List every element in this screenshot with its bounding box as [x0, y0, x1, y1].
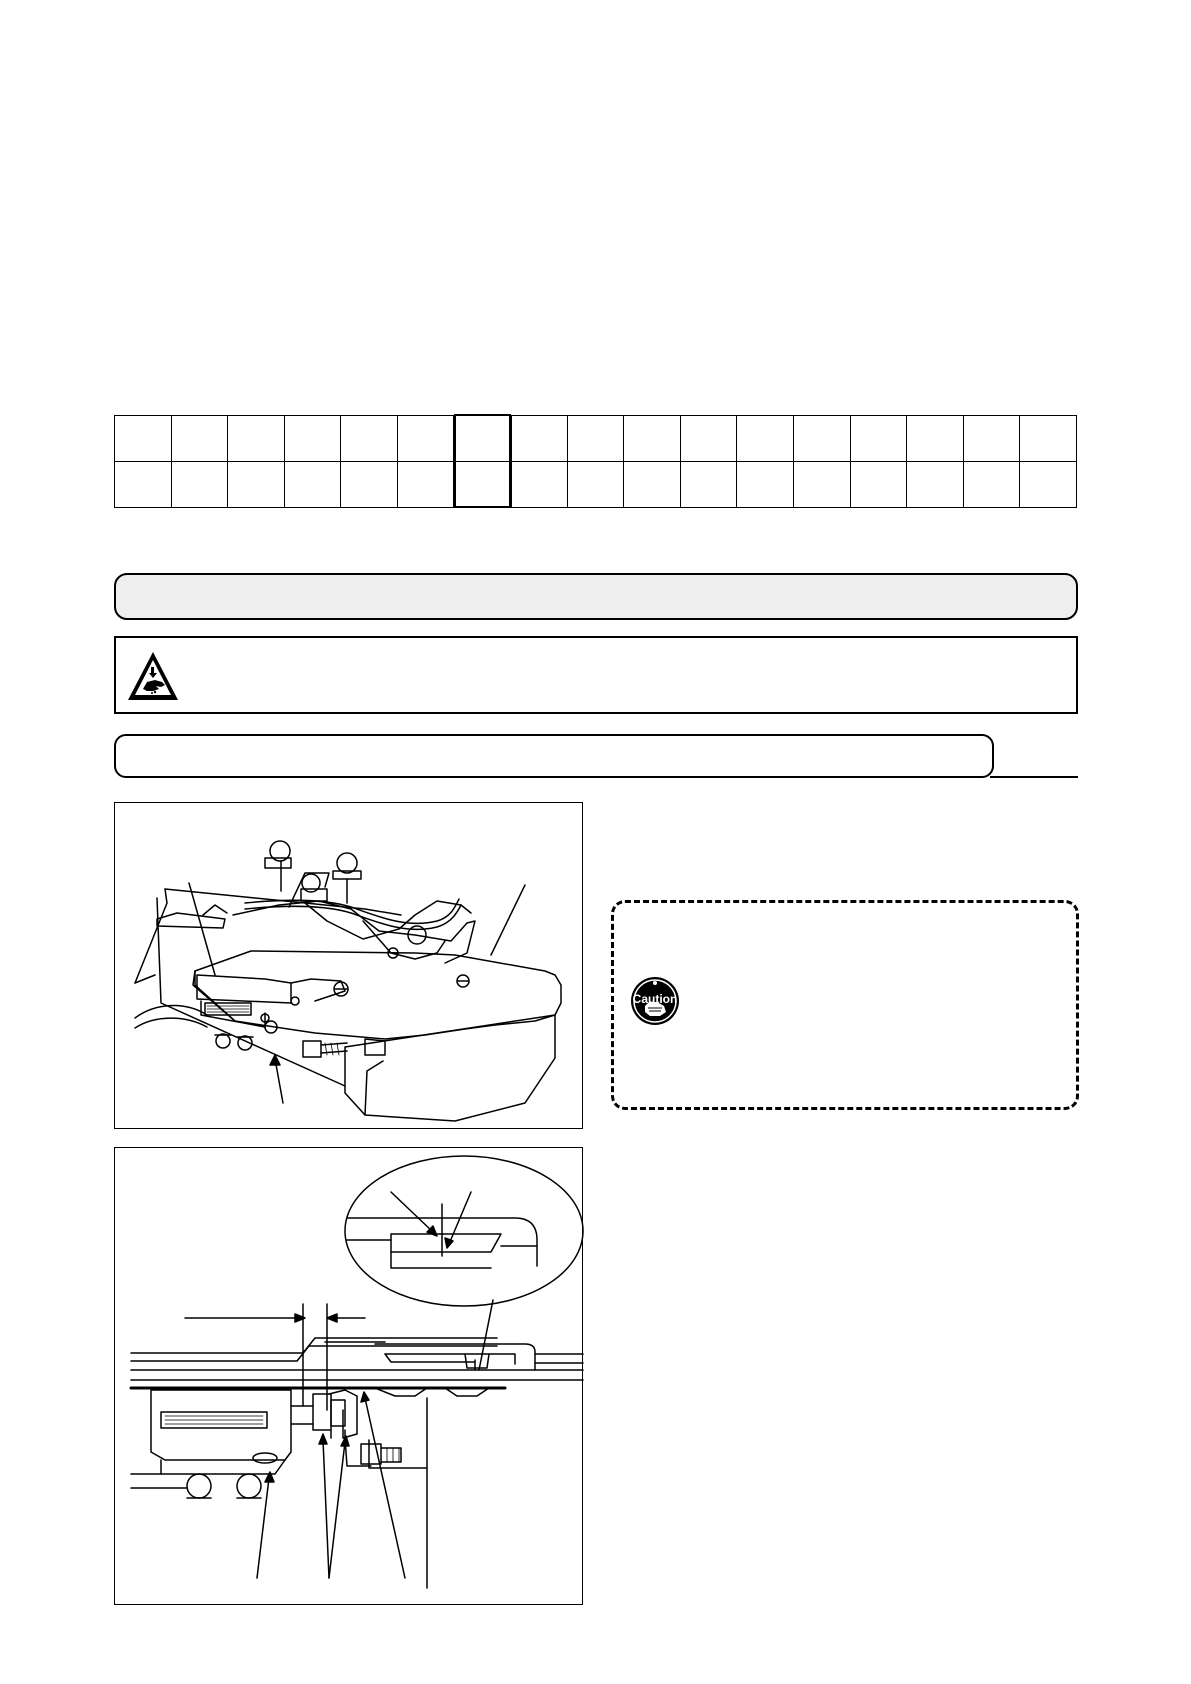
grid-cell: [511, 462, 568, 508]
warning-box: [114, 636, 1078, 714]
grid-row: [115, 416, 1077, 462]
spec-grid-table: [114, 415, 1077, 508]
grid-cell: [397, 416, 454, 462]
grid-cell: [567, 416, 624, 462]
grid-cell: [680, 416, 737, 462]
figure-adjustment-detail: [114, 1147, 583, 1605]
grid-cell: [963, 416, 1020, 462]
grid-cell: [737, 462, 794, 508]
caution-label: Caution: [632, 992, 678, 1006]
grid-row: [115, 462, 1077, 508]
grid-cell: [963, 462, 1020, 508]
grid-cell: [397, 462, 454, 508]
grid-cell: [171, 416, 228, 462]
grid-cell: [454, 416, 511, 462]
grid-cell: [115, 416, 172, 462]
subsection-heading-bar: [114, 734, 994, 778]
grid-cell: [284, 416, 341, 462]
grid-cell: [907, 462, 964, 508]
grid-cell: [228, 416, 285, 462]
grid-cell: [624, 462, 681, 508]
grid-cell: [680, 462, 737, 508]
grid-cell: [115, 462, 172, 508]
subsection-underline: [990, 776, 1078, 778]
grid-cell: [454, 462, 511, 508]
grid-cell: [907, 416, 964, 462]
section-heading-bar: [114, 573, 1078, 620]
grid-cell: [737, 416, 794, 462]
grid-cell: [511, 416, 568, 462]
adjustment-detail-drawing: [115, 1148, 584, 1606]
grid-cell: [341, 462, 398, 508]
grid-cell: [171, 462, 228, 508]
grid-cell: [1020, 416, 1077, 462]
grid-cell: [850, 416, 907, 462]
caution-box: [611, 900, 1079, 1110]
grid-cell: [1020, 462, 1077, 508]
figure-mechanism-overview: [114, 802, 583, 1129]
grid-cell: [793, 462, 850, 508]
grid-cell: [567, 462, 624, 508]
grid-cell: [284, 462, 341, 508]
grid-cell: [850, 462, 907, 508]
grid-cell: [793, 416, 850, 462]
hand-pinch-hazard-icon: [125, 649, 181, 705]
grid-cell: [624, 416, 681, 462]
mechanism-overview-drawing: [115, 803, 584, 1130]
grid-cell: [341, 416, 398, 462]
caution-hand-icon: [630, 976, 680, 1026]
grid-cell: [228, 462, 285, 508]
